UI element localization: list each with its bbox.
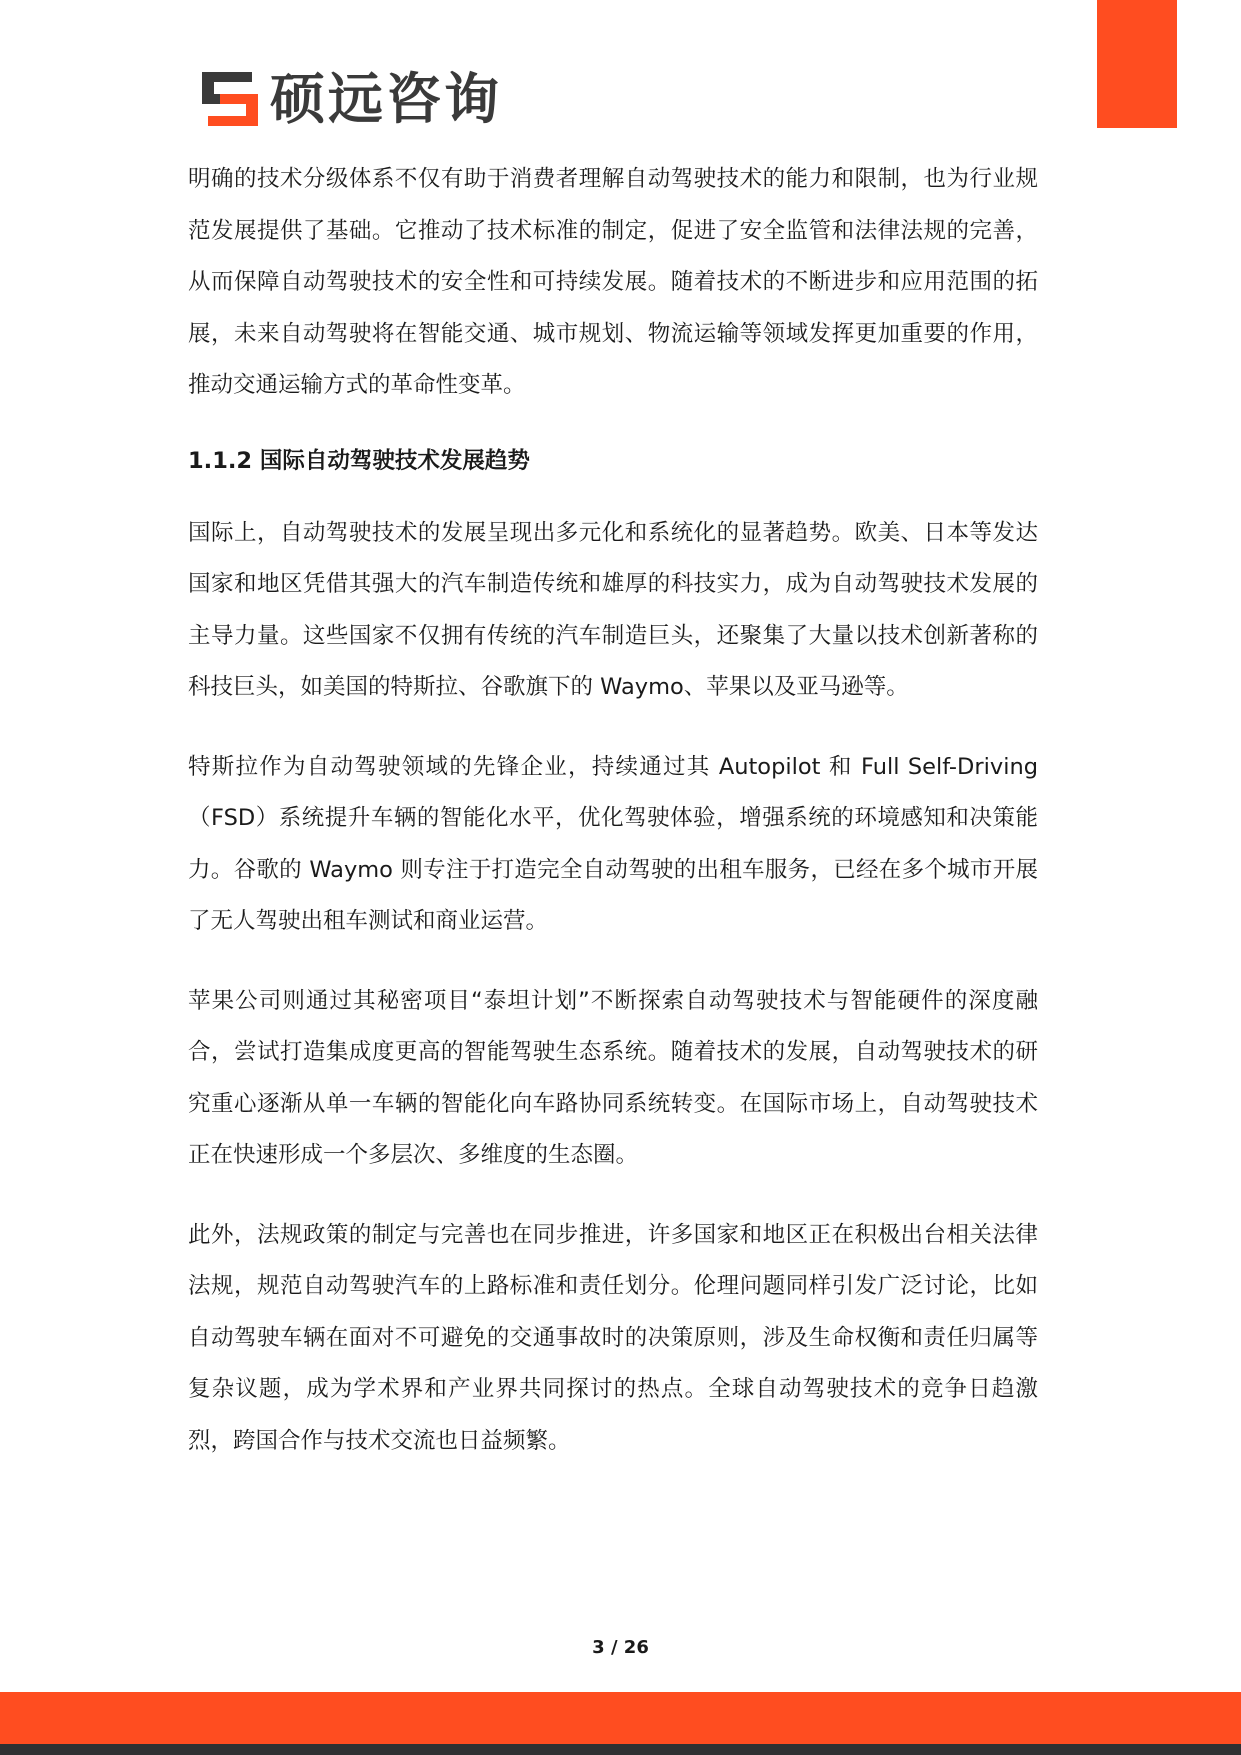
footer-dark-strip [0, 1744, 1241, 1755]
section-heading: 1.1.2 国际自动驾驶技术发展趋势 [188, 447, 530, 474]
document-body [188, 154, 1038, 1495]
brand-name: 硕远咨询 [270, 67, 503, 131]
paragraph: 苹果公司则通过其秘密项目“泰坦计划”不断探索自动驾驶技术与智能硬件的深度融合，尝试打造集成度更高的智能驾驶生态系统。随着技术的发展，自动驾驶技术的研究重心逐渐从单一车辆的智能化向车路协同系统转变。在国际市场上，自动驾驶技术正在快速形成一个多层次、多维度的生态圈。 [188, 987, 1038, 1168]
intro-paragraph: 明确的技术分级体系不仅有助于消费者理解自动驾驶技术的能力和限制，也为行业规范发展提供了基础。它推动了技术标准的制定，促进了安全监管和法律法规的完善，从而保障自动驾驶技术的安全性和可持续发展。随着技术的不断进步和应用范围的拓展，未来自动驾驶将在智能交通、城市规划、物流运输等领域发挥更加重要的作用，推动交通运输方式的革命性变革。 [188, 166, 1038, 398]
company-logo [200, 68, 502, 130]
paragraph: 特斯拉作为自动驾驶领域的先锋企业，持续通过其 Autopilot 和 Full Self-Driving（FSD）系统提升车辆的智能化水平，优化驾驶体验，增强系统的环境感知和决策能力。谷歌的 Waymo 则专注于打造完全自动驾驶的出租车服务，已经在多个城市开展了无人驾驶出租车测试和商业运营。 [188, 753, 1038, 934]
footer-accent-bar [0, 1692, 1241, 1746]
corner-accent-block [1097, 0, 1177, 128]
page-number: 3 / 26 [592, 1637, 649, 1658]
paragraph: 此外，法规政策的制定与完善也在同步推进，许多国家和地区正在积极出台相关法律法规，规范自动驾驶汽车的上路标准和责任划分。伦理问题同样引发广泛讨论，比如自动驾驶车辆在面对不可避免的交通事故时的决策原则，涉及生命权衡和责任归属等复杂议题，成为学术界和产业界共同探讨的热点。全球自动驾驶技术的竞争日趋激烈，跨国合作与技术交流也日益频繁。 [188, 1221, 1038, 1454]
company-logo-icon [200, 70, 260, 128]
paragraph: 国际上，自动驾驶技术的发展呈现出多元化和系统化的显著趋势。欧美、日本等发达国家和地区凭借其强大的汽车制造传统和雄厚的科技实力，成为自动驾驶技术发展的主导力量。这些国家不仅拥有传统的汽车制造巨头，还聚集了大量以技术创新著称的科技巨头，如美国的特斯拉、谷歌旗下的 Waymo、苹果以及亚马逊等。 [188, 519, 1038, 700]
